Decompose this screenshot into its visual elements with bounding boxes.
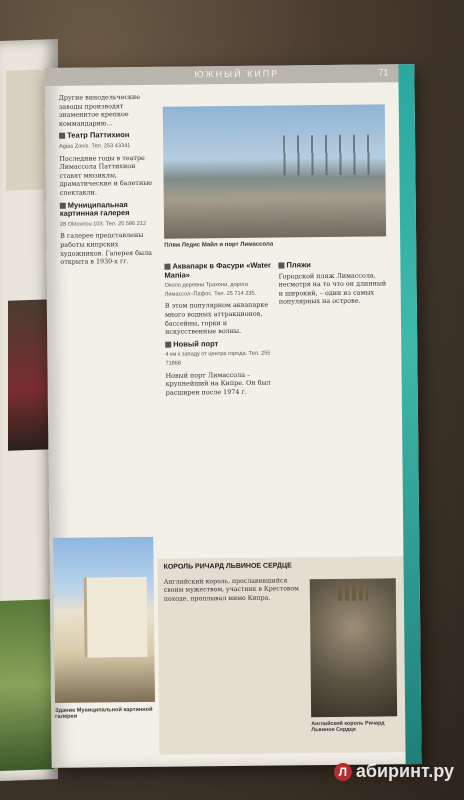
port-photo xyxy=(163,104,386,238)
port-text: Новый порт Лимассола – крупнейший на Кипре. Он был расширен после 1974 г. xyxy=(165,370,271,397)
beaches-text: Городской пляж Лимассола, несмотря на то что он длинный и широкий, – один из самых популярных на острове. xyxy=(278,271,387,306)
crown-icon xyxy=(338,585,368,601)
theater-heading xyxy=(59,131,157,141)
left-page-dress-photo xyxy=(8,299,52,451)
column-1 xyxy=(59,93,159,270)
theater-title: Театр Паттихион xyxy=(67,130,130,141)
aquapark-text: В этом популярном аквапарке много водных аттракционов, бассейны, горки и искусственные волны. xyxy=(164,301,269,336)
portrait-caption: Английский король Ричард Львиное Сердце xyxy=(311,720,385,734)
port-cranes xyxy=(283,135,373,176)
page-number: 71 xyxy=(378,67,389,78)
page-header xyxy=(44,64,414,86)
port-icon xyxy=(165,341,171,347)
port-title: Новый порт xyxy=(173,338,219,349)
gallery-meta: 28 Oktovriou 103. Тел. 25 586 212 xyxy=(59,220,147,228)
port-meta: 4 км к западу от центра города. Тел. 255 71868 xyxy=(165,350,271,367)
intro-text: Другие винодельческие заводы производят знаменитое крепкое коммандарию... xyxy=(58,92,141,128)
theater-text: Последние годы в театре Лимассола Паттихион ставят мюзиклы, драматические и балетные спектакли. xyxy=(59,153,153,197)
richard-sidebar xyxy=(157,556,405,755)
gallery-heading xyxy=(60,200,158,218)
aquapark-title: Аквапарк в Фасури «Water Mania» xyxy=(164,260,271,280)
labirint-logo: Л xyxy=(334,763,352,781)
aquapark-meta: Около деревни Трахони, дорога Лимассол–Пафос. Тел. 25 714 235. xyxy=(164,282,257,298)
labirint-watermark xyxy=(334,761,454,782)
sidebar-text: Английский король, прославившийся своим мужеством, участник в Крестовом походе, проплывал мимо Кипра. xyxy=(163,577,299,603)
gallery-title: Муниципальная картинная галерея xyxy=(59,199,130,218)
theater-icon xyxy=(59,133,65,139)
column-3 xyxy=(278,256,387,309)
sidebar-title: КОРОЛЬ РИЧАРД ЛЬВИНОЕ СЕРДЦЕ xyxy=(163,562,292,571)
aquapark-heading xyxy=(164,262,272,280)
beaches-icon xyxy=(278,262,284,268)
aquapark-icon xyxy=(164,264,170,270)
beaches-heading xyxy=(278,260,386,270)
right-page xyxy=(44,64,421,768)
richard-portrait xyxy=(310,578,397,717)
column-2 xyxy=(164,258,273,400)
gallery-icon xyxy=(60,202,66,208)
gallery-photo-caption: Здание Муниципальной картинной галереи xyxy=(55,706,153,720)
section-title: ЮЖНЫЙ КИПР xyxy=(194,68,280,80)
theater-meta: Agias Zonis. Тел. 253 43341 xyxy=(59,143,131,150)
port-photo-caption: Пляж Ледис Майл и порт Лимассола xyxy=(164,241,274,249)
left-page-garden-photo xyxy=(0,599,54,771)
watermark-text: абиринт.ру xyxy=(355,761,454,781)
gallery-building-photo xyxy=(53,537,155,703)
port-heading xyxy=(165,339,273,349)
gallery-text: В галерее представлены работы кипрских художников. Галерея была открыта в 1930-х гг. xyxy=(60,231,152,266)
gallery-building xyxy=(84,577,148,658)
beaches-title: Пляжи xyxy=(286,260,311,270)
